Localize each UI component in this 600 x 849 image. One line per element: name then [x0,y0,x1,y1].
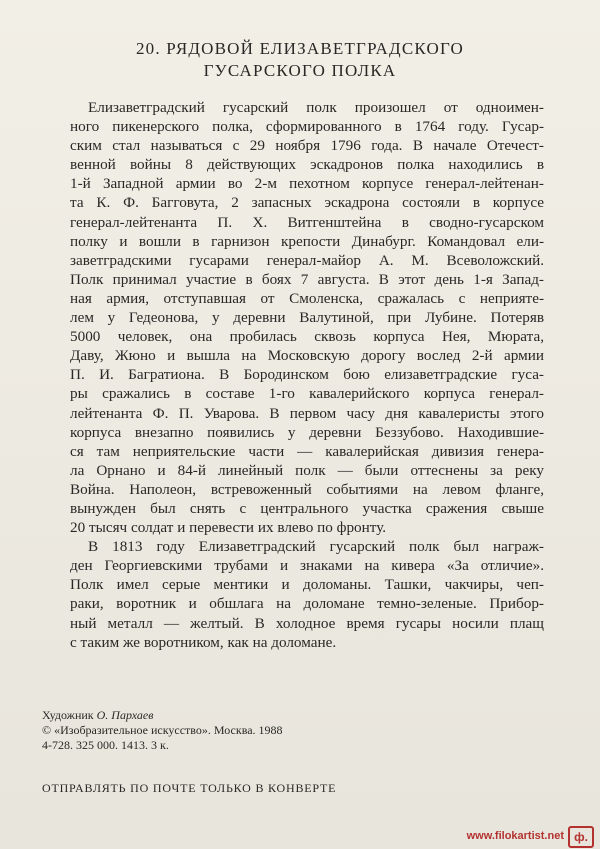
text-line: 20 тысяч солдат и перевести их влево по фронту. [70,519,387,537]
text-line: венной войны 8 действующих эскадронов полка находились в [70,156,544,174]
watermark-site: www.filokartist.net [466,830,564,842]
page-title [0,38,600,82]
text-line: Война. Наполеон, встревоженный событиями на левом фланге, [70,480,544,498]
paragraph-2 [70,537,544,652]
paragraph-1 [70,98,544,537]
text-line: ским стал называться с 29 ноября 1796 года. В начале Отечест- [70,137,544,155]
text-line: корпуса внезапно появились у деревни Беззубово. Находившие- [70,423,544,441]
text-line: В 1813 году Елизаветградский гусарский полк был награж- [88,538,544,556]
mailing-notice: ОТПРАВЛЯТЬ ПО ПОЧТЕ ТОЛЬКО В КОНВЕРТЕ [42,781,337,795]
text-line: генерал-лейтенанта П. Х. Витгенштейна в сводно-гусарском [70,213,544,231]
watermark-logo-icon: ф. [568,826,594,848]
artist-name: О. Пархаев [96,708,154,722]
artist-line [42,708,283,723]
text-line: ры сражались в составе 1-го кавалерийского корпуса генерал- [70,385,544,403]
text-line: лейтенанта Ф. П. Уварова. В первом часу дня кавалеристы этого [70,404,544,422]
text-line: заветградскими гусарами генерал-майор А. М. Всеволожский. [70,251,544,269]
text-line: лем у Гедеонова, у деревни Валутиной, при Лубине. Потеряв [70,309,544,327]
text-line: Елизаветградский гусарский полк произошел от одноимен- [88,99,544,116]
title-line-2: ГУСАРСКОГО ПОЛКА [203,61,397,80]
text-line: ден Георгиевскими трубами и знаками на кивера «За отличие». [70,557,544,575]
text-line: Полк принимал участие в боях 7 августа. В этот день 1-я Запад- [70,270,544,288]
text-line: вынужден был снять с центрального участка сражения свыше [70,499,544,517]
text-line: та К. Ф. Багговута, 2 запасных эскадрона состояли в корпусе [70,194,544,212]
artist-label: Художник [42,708,94,722]
text-line: ного пикенерского полка, сформированного в 1764 году. Гусар- [70,118,544,136]
copyright-line: © «Изобразительное искусство». Москва. 1988 [42,723,283,737]
title-line-1: 20. РЯДОВОЙ ЕЛИЗАВЕТГРАДСКОГО [135,39,465,58]
print-info-line: 4-728. 325 000. 1413. 3 к. [42,738,169,752]
text-line: ла Орнано и 84-й линейный полк — были оттеснены за реку [70,461,544,479]
text-line: ся там неприятельские части — кавалерийская дивизия генера- [70,442,544,460]
text-line: Полк имел серые ментики и доломаны. Ташки, чакчиры, чеп- [70,576,544,594]
text-line: раки, воротник и обшлага на доломане темно-зеленые. Прибор- [70,595,544,613]
text-line: с таким же воротником, как на доломане. [70,633,337,651]
credits [42,708,283,753]
text-line: полку и вошли в гарнизон крепости Динабург. Командовал ели- [70,232,544,250]
text-line: Даву, Жюно и вышла на Московскую дорогу вослед 2-й армии [70,347,544,365]
body-text [70,98,544,652]
text-line: 1-й Западной армии во 2-м пехотном корпусе генерал-лейтенан- [70,175,544,193]
text-line: ная армия, отступавшая от Смоленска, сражалась с неприяте- [70,289,544,307]
text-line: ный металл — желтый. В холодное время гусары носили плащ [70,614,544,632]
text-line: 5000 человек, она пробилась сквозь корпуса Нея, Мюрата, [70,328,544,346]
text-line: П. И. Багратиона. В Бородинском бою елизаветградские гуса- [70,366,544,384]
